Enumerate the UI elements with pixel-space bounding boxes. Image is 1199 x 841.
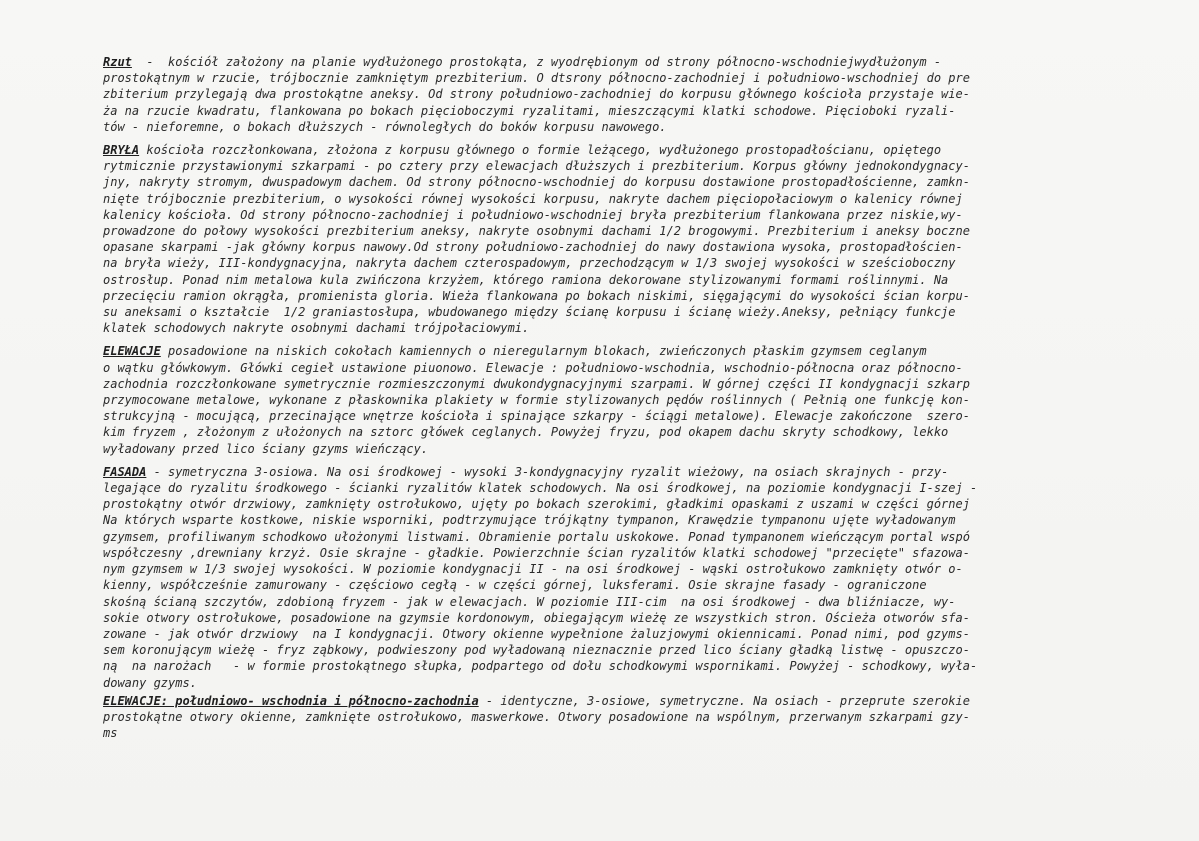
text-line: gzymsem, profiliwanym schodkowo ułożonymi listwami. Obramienie portalu uskokowe. Ponad tympanonem wieńczącym portal wspó (103, 529, 970, 544)
section-heading-bryla: BRYŁA (103, 143, 140, 158)
text-fragment: - kościół założony na planie wydłużonego prostokąta, z wyodrębionym od strony północno-wschodniejwydłużonym - (131, 55, 942, 69)
text-line: kalenicy kościoła. Od strony północno-zachodniej i południowo-wschodniej bryła prezbiterium flankowana przez niskie,wy- (103, 207, 963, 222)
text-line: kim fryzem , złożonym z ułożonych na sztorc główek ceglanych. Powyżej fryzu, pod okapem dachu skryty schodkowy, lekko (103, 425, 949, 440)
text-line: legające do ryzalitu środkowego - ścianki ryzalitów klatek schodowych. Na osi środkowej, na poziomie kondygnacji I-szej - (103, 481, 978, 496)
text-line: ną na narożach - w formie prostokątnego słupka, podpartego od dołu schodkowymi wspornikami. Powyżej - schodkowy, wyła- (103, 659, 978, 674)
text-line: ms (103, 726, 118, 741)
text-line: Na których wsparte kostkowe, niskie wsporniki, podtrzymujące trójkątny tympanon, Krawędzie tympanonu ujęte wyładowanym (103, 513, 956, 528)
document-body (103, 54, 1143, 748)
text-line: zowane - jak otwór drzwiowy na I kondygnacji. Otwory okienne wypełnione żaluzjowymi okiennicami. Ponad nimi, pod gzyms- (103, 626, 970, 641)
text-line (103, 142, 1143, 158)
section-heading-fasada: FASADA (103, 464, 147, 479)
text-line (103, 343, 1143, 359)
text-line: przecięciu ramion okrągła, promienista gloria. Wieża flankowana po bokach niskimi, sięgającymi do wysokości ścian korpu- (103, 288, 970, 303)
paragraph-fasada (103, 464, 1143, 691)
text-line: o wątku główkowym. Główki cegieł ustawione piuonowo. Elewacje : południowo-wschodnia, wschodnio-północna oraz północno- (103, 360, 963, 375)
text-line: ostrosłup. Ponad nim metalowa kula zwińczona krzyżem, którego ramiona dekorowane stylizowanymi formami roślinnymi. Na (103, 272, 949, 287)
paragraph-elewacje (103, 343, 1143, 456)
section-heading-elewacje-se-nw: ELEWACJE: południowo- wschodnia i północno-zachodnia (103, 693, 479, 708)
text-line: współczesny ,drewniany krzyż. Osie skrajne - gładkie. Powierzchnie ścian ryzalitów klatki schodowej "przecięte" sfazowa- (103, 545, 970, 560)
text-line: wyładowany przed lico ściany gzyms wieńczący. (103, 441, 429, 456)
text-line (103, 54, 1143, 70)
section-heading-rzut: Rzut (103, 55, 132, 69)
text-line: zachodnia rozczłonkowane symetrycznie rozmieszczonymi dwukondygnacyjnymi szarpami. W górnej części II kondygnacji szkarp (103, 376, 970, 391)
text-line: sokie otwory ostrołukowe, posadowione na gzymsie kordonowym, obiegającym wieżę ze wszystkich stron. Ościeża otworów sfa- (103, 610, 970, 625)
text-fragment: posadowione na niskich cokołach kamiennych o nieregularnym blokach, zwieńczonych płaskim gzymsem ceglanym (160, 344, 927, 359)
text-line: klatek schodowych nakryte osobnymi dachami trójpołaciowymi. (103, 321, 530, 336)
section-heading-elewacje: ELEWACJE (103, 344, 161, 359)
text-line: przymocowane metalowe, wykonane z płaskownika plakiety w formie stylizowanych pędów roślinnych ( Pełnią one funkcję kon- (103, 393, 970, 408)
paragraph-rzut (103, 54, 1143, 135)
text-line: dowany gzyms. (103, 675, 197, 690)
paragraph-elewacje-se-nw (103, 693, 1143, 742)
text-line: jny, nakryty stromym, dwuspadowym dachem. Od strony północno-wschodniej do korpusu dostawione prostopadłościenne, zamkn- (103, 175, 970, 190)
text-line: skośną ścianą szczytów, zdobioną fryzem - jak w elewacjach. W poziomie III-cim na osi środkowej - dwa bliźniacze, wy- (103, 594, 956, 609)
text-fragment: - symetryczna 3-osiowa. Na osi środkowej - wysoki 3-kondygnacyjny ryzalit wieżowy, na osiach skrajnych - przy- (146, 464, 949, 479)
text-line: ża na rzucie kwadratu, flankowana po bokach pięcioboczymi ryzalitami, mieszczącymi klatki schodowe. Pięcioboki ryzali- (103, 103, 956, 118)
text-line (103, 693, 1143, 709)
text-line: kienny, współcześnie zamurowany - częściowo cegłą - w części górnej, luksferami. Osie skrajne fasady - ograniczone (103, 578, 927, 593)
text-line: strukcyjną - mocującą, przecinające wnętrze kościoła i spinające szkarpy - ściągi metalowe). Elewacje zakończone szero- (103, 409, 970, 424)
text-line: zbiterium przylegają dwa prostokątne aneksy. Od strony południowo-zachodniej do korpusu głównego kościoła przystaje wie- (103, 87, 970, 102)
text-line: sem koronującym wieżę - fryz ząbkowy, podwieszony pod wyładowaną nieznacznie przed lico ściany gładką listwę - opuszczo- (103, 643, 970, 658)
text-line: opasane skarpami -jak główny korpus nawowy.Od strony południowo-zachodniej do nawy dostawiona wysoka, prostopadłościen- (103, 240, 963, 255)
text-line: nym gzymsem w 1/3 swojej wysokości. W poziomie kondygnacji II - na osi środkowej - wąski ostrołukowo zamknięty otwór o- (103, 562, 963, 577)
text-line: prostokątnym w rzucie, trójbocznie zamkniętym prezbiterium. O dtsrony północno-zachodniej i południowo-wschodniej do pre (103, 71, 970, 86)
text-line: rytmicznie przystawionymi szkarpami - po cztery przy elewacjach dłuższych i prezbiterium. Korpus główny jednokondygnacy- (103, 159, 970, 174)
text-line (103, 464, 1143, 480)
text-line: prostokątny otwór drzwiowy, zamknięty ostrołukowo, ujęty po bokach szerokimi, gładkimi opaskami z uszami w części górnej (103, 497, 970, 512)
text-line: prostokątne otwory okienne, zamknięte ostrołukowo, maswerkowe. Otwory posadowione na wspólnym, przerwanym szkarpami gzy- (103, 709, 970, 724)
text-fragment: kościoła rozczłonkowana, złożona z korpusu głównego o formie leżącego, wydłużonego prostopadłościanu, opiętego (139, 143, 942, 158)
text-line: prowadzone do połowy wysokości prezbiterium aneksy, nakryte osobnymi dachami 1/2 brogowymi. Prezbiterium i aneksy boczne (103, 224, 970, 239)
paragraph-bryla (103, 142, 1143, 336)
text-line: na bryła wieży, III-kondygnacyjna, nakryta dachem czterospadowym, przechodzącym w 1/3 swojej wysokości w sześcioboczny (103, 256, 956, 271)
text-line: su aneksami o kształcie 1/2 graniastosłupa, wbudowanego między ścianę korpusu i ścianę wieży.Aneksy, pełniący funkcje (103, 305, 956, 320)
text-line: nięte trójbocznie prezbiterium, o wysokości równej wysokości korpusu, nakryte dachem pięciopołaciowym o kalenicy równej (103, 191, 963, 206)
text-line: tów - nieforemne, o bokach dłuższych - równoległych do boków korpusu nawowego. (103, 119, 667, 134)
text-fragment: - identyczne, 3-osiowe, symetryczne. Na osiach - przeprute szerokie (478, 693, 970, 708)
